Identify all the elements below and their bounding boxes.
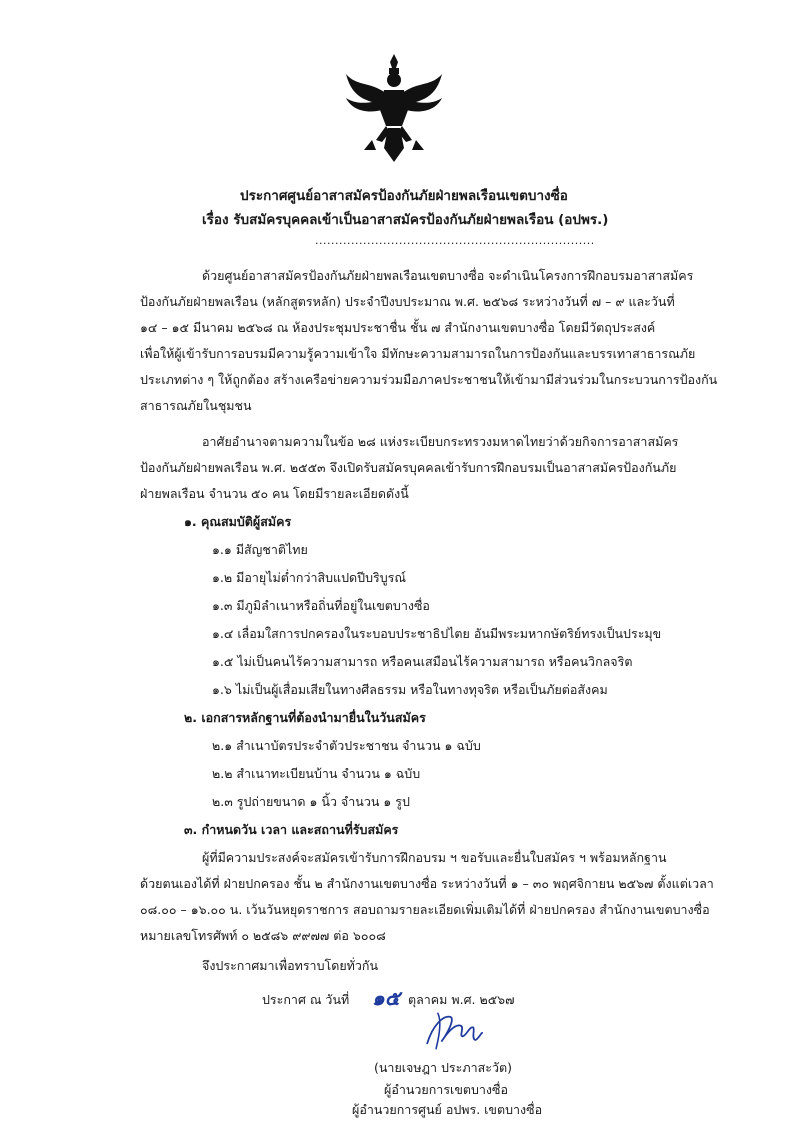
schedule-line: หมายเลขโทรศัพท์ ๐ ๒๕๘๖ ๙๙๗๗ ต่อ ๖๐๐๘: [140, 928, 386, 943]
authority-line: ฝ่ายพลเรือน จำนวน ๕๐ คน โดยมีรายละเอียดดังนี้: [140, 486, 409, 501]
document-item: ๒.๑ สำเนาบัตรประจำตัวประชาชน จำนวน ๑ ฉบับ: [212, 738, 481, 753]
section-heading-schedule: ๓. กำหนดวัน เวลา และสถานที่รับสมัคร: [184, 822, 399, 837]
authority-line: ป้องกันภัยฝ่ายพลเรือน พ.ศ. ๒๕๕๓ จึงเปิดรับสมัครบุคคลเข้ารับการฝึกอบรมเป็นอาสาสมัครป้องกันภัย: [140, 460, 677, 475]
signatory-title-2: ผู้อำนวยการศูนย์ อปพร. เขตบางซื่อ: [352, 1102, 543, 1117]
authority-line: อาศัยอำนาจตามความในข้อ ๒๘ แห่งระเบียบกระทรวงมหาดไทยว่าด้วยกิจการอาสาสมัคร: [202, 434, 679, 449]
qualification-item: ๑.๑ มีสัญชาติไทย: [212, 542, 308, 557]
section-heading-documents: ๒. เอกสารหลักฐานที่ต้องนำมายื่นในวันสมัคร: [184, 710, 426, 725]
signatory-name: (นายเจษฎา ประภาสะวัต): [374, 1060, 512, 1075]
title-divider: ......................................................................: [315, 234, 595, 247]
qualification-item: ๑.๕ ไม่เป็นคนไร้ความสามารถ หรือคนเสมือนไร้ความสามารถ หรือคนวิกลจริต: [212, 654, 633, 669]
intro-line: ๑๔ – ๑๕ มีนาคม ๒๕๖๘ ณ ห้องประชุมประชาชื่น ชั้น ๗ สำนักงานเขตบางซื่อ โดยมีวัตถุประสงค์: [140, 320, 656, 335]
signatory-title: ผู้อำนวยการเขตบางซื่อ: [384, 1082, 509, 1097]
intro-line: ประเภทต่าง ๆ ให้ถูกต้อง สร้างเครือข่ายความร่วมมือภาคประชาชนให้เข้ามามีส่วนร่วมในกระบวนการป้องกัน: [140, 372, 718, 387]
intro-line: ด้วยศูนย์อาสาสมัครป้องกันภัยฝ่ายพลเรือนเขตบางซื่อ จะดำเนินโครงการฝึกอบรมอาสาสมัคร: [202, 268, 694, 283]
garuda-emblem-icon: [342, 52, 446, 164]
intro-line: ป้องกันภัยฝ่ายพลเรือน (หลักสูตรหลัก) ประจำปีงบประมาณ พ.ศ. ๒๕๖๘ ระหว่างวันที่ ๗ – ๙ และวันที่: [140, 294, 675, 309]
schedule-line: ด้วยตนเองได้ที่ ฝ่ายปกครอง ชั้น ๒ สำนักงานเขตบางซื่อ ระหว่างวันที่ ๑ – ๓๐ พฤศจิกายน ๒๕๖๗ ตั้งแต่เวลา: [140, 876, 714, 891]
date-prefix: ประกาศ ณ วันที่: [262, 992, 350, 1007]
qualification-item: ๑.๖ ไม่เป็นผู้เสื่อมเสียในทางศีลธรรม หรือในทางทุจริต หรือเป็นภัยต่อสังคม: [212, 682, 608, 697]
intro-line: เพื่อให้ผู้เข้ารับการอบรมมีความรู้ความเข้าใจ มีทักษะความสามารถในการป้องกันและบรรเทาสาธารณภัย: [140, 346, 696, 361]
announcement-title: ประกาศศูนย์อาสาสมัครป้องกันภัยฝ่ายพลเรือนเขตบางซื่อ: [240, 188, 568, 204]
qualification-item: ๑.๒ มีอายุไม่ต่ำกว่าสิบแปดปีบริบูรณ์: [212, 570, 406, 585]
document-item: ๒.๓ รูปถ่ายขนาด ๑ นิ้ว จำนวน ๑ รูป: [212, 794, 410, 809]
document-item: ๒.๒ สำเนาทะเบียนบ้าน จำนวน ๑ ฉบับ: [212, 766, 421, 781]
schedule-line: ๐๘.๐๐ – ๑๖.๐๐ น. เว้นวันหยุดราชการ สอบถามรายละเอียดเพิ่มเติมได้ที่ ฝ่ายปกครอง สำนักงานเขตบางซื่อ: [140, 902, 710, 917]
subject-line: เรื่อง รับสมัครบุคคลเข้าเป็นอาสาสมัครป้องกันภัยฝ่ายพลเรือน (อปพร.): [202, 212, 609, 228]
section-heading-qualifications: ๑. คุณสมบัติผู้สมัคร: [184, 514, 292, 529]
date-suffix: ตุลาคม พ.ศ. ๒๕๖๗: [408, 992, 515, 1007]
schedule-line: ผู้ที่มีความประสงค์จะสมัครเข้ารับการฝึกอบรม ฯ ขอรับและยื่นใบสมัคร ฯ พร้อมหลักฐาน: [202, 850, 667, 865]
signature-icon: [416, 1008, 488, 1054]
date-day-handwritten: ๑๕: [372, 986, 400, 1010]
qualification-item: ๑.๓ มีภูมิลำเนาหรือถิ่นที่อยู่ในเขตบางซื่อ: [212, 598, 430, 613]
intro-line: สาธารณภัยในชุมชน: [140, 398, 252, 413]
qualification-item: ๑.๔ เลื่อมใสการปกครองในระบอบประชาธิปไตย อันมีพระมหากษัตริย์ทรงเป็นประมุข: [212, 626, 662, 641]
closing-line: จึงประกาศมาเพื่อทราบโดยทั่วกัน: [202, 958, 379, 973]
